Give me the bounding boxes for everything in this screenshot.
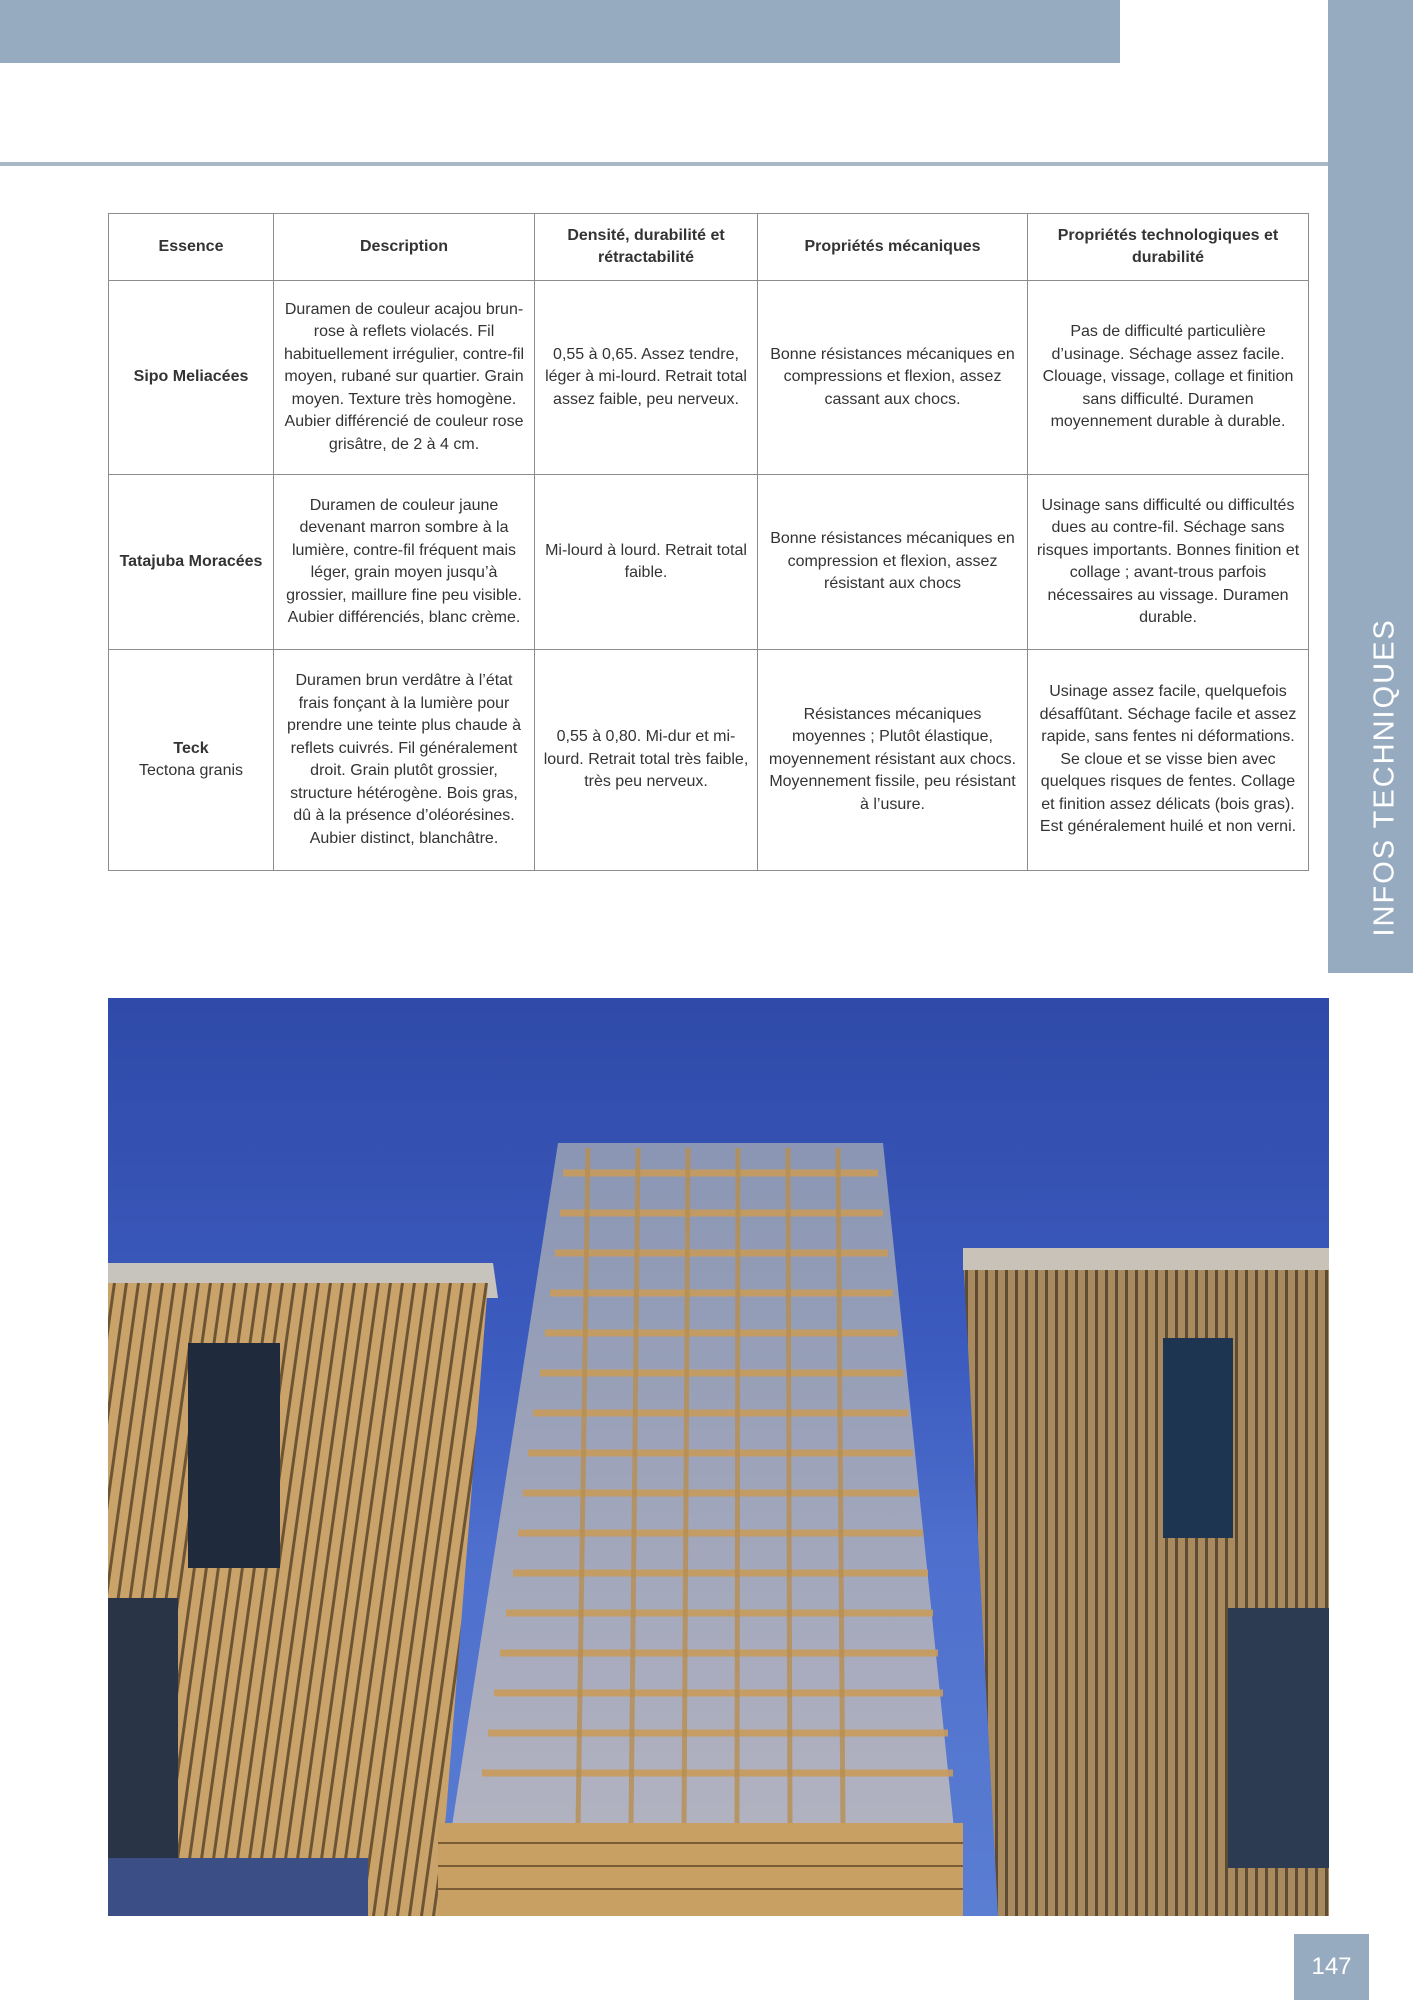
cell-essence xyxy=(109,475,274,650)
essence-latin-name: Tectona granis xyxy=(138,762,244,779)
table-header-row xyxy=(109,214,1309,281)
table-row xyxy=(109,281,1309,475)
cell-description: Duramen de couleur acajou brun- rose à reflets violacés. Fil habituellement irrégulier, contre-fil moyen, rubané sur quartier. Grain moyen. Texture très homogène. Aubier différencié de couleur rose grisâtre, de 2 à 4 cm. xyxy=(274,281,535,475)
cell-densite: 0,55 à 0,65. Assez tendre, léger à mi-lourd. Retrait total assez faible, peu nerveux. xyxy=(535,281,758,475)
header-rule xyxy=(0,162,1328,166)
wood-species-table xyxy=(108,213,1309,871)
header-bar xyxy=(0,0,1120,63)
header-essence: Essence xyxy=(109,214,274,281)
essence-name: Tatajuba Moracées xyxy=(119,552,263,570)
building-photo xyxy=(108,998,1329,1916)
cell-densite: Mi-lourd à lourd. Retrait total faible. xyxy=(535,475,758,650)
header-mecaniques: Propriétés mécaniques xyxy=(758,214,1028,281)
header-technologiques: Propriétés technologiques et durabilité xyxy=(1028,214,1309,281)
header-description: Description xyxy=(274,214,535,281)
cell-mecaniques: Bonne résistances mécaniques en compression et flexion, assez résistant aux chocs xyxy=(758,475,1028,650)
page-number: 147 xyxy=(1294,1934,1369,2000)
side-tab-label-wrap xyxy=(1328,0,1413,973)
table-row xyxy=(109,475,1309,650)
cell-mecaniques: Bonne résistances mécaniques en compressions et flexion, assez cassant aux chocs. xyxy=(758,281,1028,475)
cell-densite: 0,55 à 0,80. Mi-dur et mi-lourd. Retrait total très faible, très peu nerveux. xyxy=(535,650,758,871)
cell-technologiques: Usinage assez facile, quelquefois désaffûtant. Séchage facile et assez rapide, sans fentes ni déformations. Se cloue et se visse bien avec quelques risques de fentes. Collage et finition assez délicats (bois gras). Est généralement huilé et non verni. xyxy=(1028,650,1309,871)
side-tab-label: INFOS TECHNIQUES xyxy=(1368,618,1400,937)
cell-technologiques: Usinage sans difficulté ou difficultés dues au contre-fil. Séchage sans risques importants. Bonnes finition et collage ; avant-trous parfois nécessaires au vissage. Duramen durable. xyxy=(1028,475,1309,650)
table-row xyxy=(109,650,1309,871)
cell-technologiques: Pas de difficulté particulière d’usinage. Séchage assez facile. Clouage, vissage, collage et finition sans difficulté. Duramen moyennement durable à durable. xyxy=(1028,281,1309,475)
cell-description: Duramen de couleur jaune devenant marron sombre à la lumière, contre-fil fréquent mais léger, grain moyen jusqu’à grossier, maillure fine peu visible. Aubier différenciés, blanc crème. xyxy=(274,475,535,650)
essence-name: Sipo Meliacées xyxy=(133,368,249,386)
essence-name: Teck xyxy=(173,739,209,757)
header-densite: Densité, durabilité et rétractabilité xyxy=(535,214,758,281)
cell-mecaniques: Résistances mécaniques moyennes ; Plutôt élastique, moyennement résistant aux chocs. Moyennement fissile, peu résistant à l’usure. xyxy=(758,650,1028,871)
cell-description: Duramen brun verdâtre à l’état frais fonçant à la lumière pour prendre une teinte plus chaude à reflets cuivrés. Fil généralement droit. Grain plutôt grossier, structure hétérogène. Bois gras, dû à la présence d’oléorésines. Aubier distinct, blanchâtre. xyxy=(274,650,535,871)
cell-essence xyxy=(109,281,274,475)
cell-essence xyxy=(109,650,274,871)
